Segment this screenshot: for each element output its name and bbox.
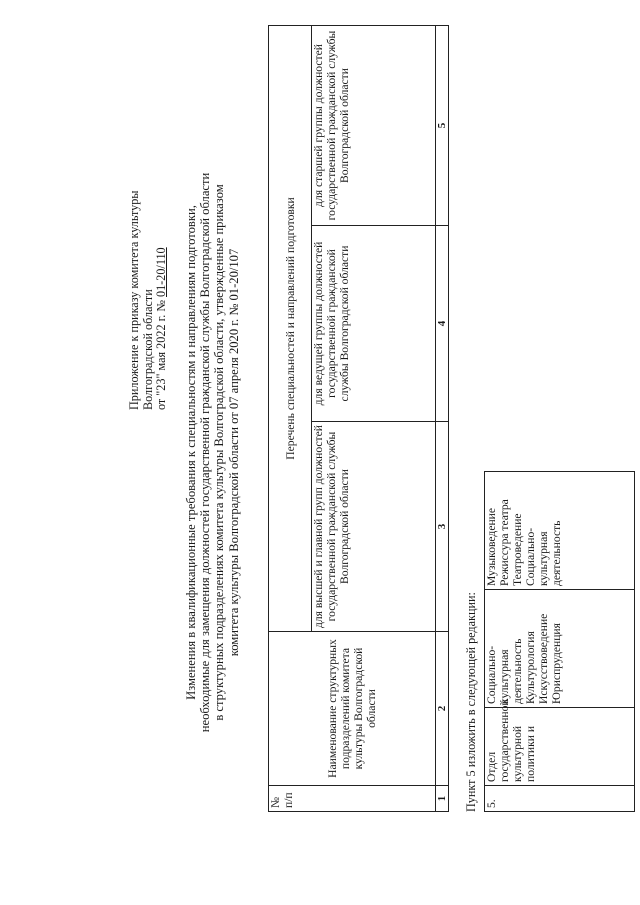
column-number-2: 2 bbox=[436, 632, 449, 786]
column-number-1: 1 bbox=[436, 786, 449, 812]
row-number: 5. bbox=[485, 786, 635, 812]
header-date-prefix: от "23" мая 2022 г. № bbox=[154, 297, 168, 410]
header-cell-number: № п/п bbox=[269, 786, 436, 812]
amendment-note: Пункт 5 изложить в следующей редакции: bbox=[464, 592, 478, 812]
title-line-3: в структурных подразделениях комитета культуры Волгоградской области, утвержденные приказом bbox=[212, 184, 227, 721]
header-line-1: Приложение к приказу комитета культуры bbox=[127, 190, 141, 410]
header-cell-senior-group: для старшей группы должностей государственной гражданской службы Волгоградской области bbox=[312, 26, 436, 226]
order-number: 01-20/110 bbox=[154, 247, 168, 297]
department-cell: Отдел государственной культурной политики и bbox=[485, 708, 635, 786]
column-number-3: 3 bbox=[436, 422, 449, 632]
title-line-2: необходимые для замещения должностей государственной гражданской службы Волгоградской области bbox=[198, 172, 213, 733]
document-title bbox=[184, 0, 241, 905]
column-number-5: 5 bbox=[436, 26, 449, 226]
header-cell-leading-group: для ведущей группы должностей государственной гражданской службы Волгоградской области bbox=[312, 226, 436, 422]
column-number-4: 4 bbox=[436, 226, 449, 422]
header-cell-department: Наименование структурных подразделений комитета культуры Волгоградской области bbox=[269, 632, 436, 786]
title-line-4: комитета культуры Волгоградской области от 07 апреля 2020 г. № 01-20/107 bbox=[226, 248, 241, 657]
requirements-table bbox=[268, 25, 449, 812]
specialties-leading-cell: Музыковедение Режиссура театра Театроведение Социально-культурная деятельность bbox=[485, 472, 635, 590]
specialties-higher-cell: Социально-культурная деятельность Культурология Искусствоведение Юриспруденция bbox=[485, 590, 635, 708]
header-date-line bbox=[155, 110, 169, 410]
order-header bbox=[128, 110, 169, 410]
header-cell-specialties: Перечень специальностей и направлений подготовки bbox=[269, 26, 312, 632]
title-line-1: Изменения в квалификационные требования к специальностям и направлениям подготовки, bbox=[184, 205, 198, 700]
point-5-table bbox=[484, 471, 635, 812]
header-line-2: Волгоградской области bbox=[140, 289, 155, 410]
header-cell-higher-group: для высшей и главной групп должностей государственной гражданской службы Волгоградской области bbox=[312, 422, 436, 632]
